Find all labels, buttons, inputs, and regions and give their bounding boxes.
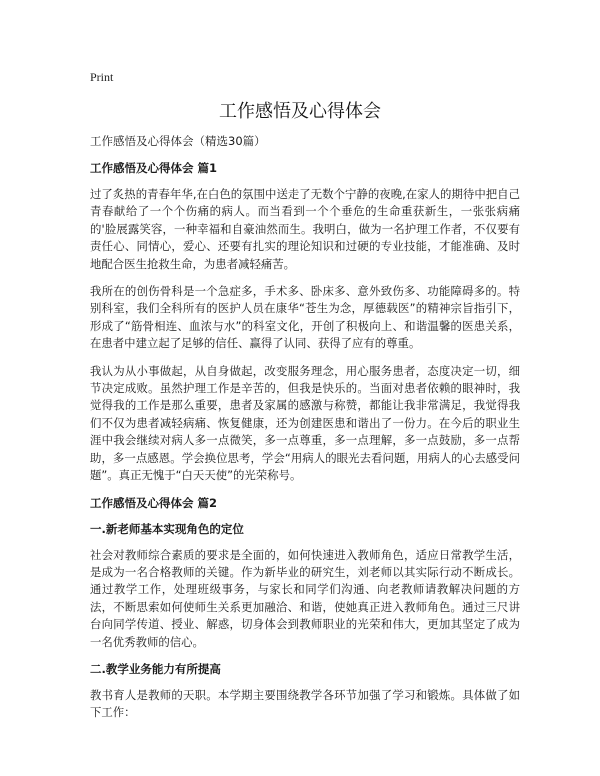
- print-link[interactable]: Print: [90, 70, 114, 84]
- subsection-heading-1: 一.新老师基本实现角色的定位: [90, 521, 244, 536]
- paragraph: 教书育人是教师的天职。本学期主要围绕教学各环节加强了学习和锻炼。具体做了如下工作：: [90, 687, 520, 720]
- subsection-heading-2: 二.教学业务能力有所提高: [90, 661, 221, 676]
- paragraph: 过了炙热的青春年华,在白色的氛围中送走了无数个宁静的夜晚,在家人的期待中把自己青春献给了一个个伤痛的病人。而当看到一个个垂危的生命重获新生，一张张病痛的'脸展露笑容，一种幸福和自豪油然而生。我明白，做为一名护理工作者，不仅要有责任心、同情心，爱心、还要有扎实的理论知识和过硬的专业技能，才能准确、及时地配合医生抢救生命，为患者减轻痛苦。: [90, 187, 520, 271]
- paragraph: 社会对教师综合素质的要求是全面的，如何快速进入教师角色，适应日常教学生活，是成为一名合格教师的关键。作为新毕业的研究生，刘老师以其实际行动不断成长。通过教学工作，处理班级事务，与家长和同学们沟通、向老教师请教解决问题的方法，不断思索如何使师生关系更加融洽、和谐，使她真正进入教师角色。通过三尺讲台向同学传道、授业、解惑，切身体会到教师职业的光荣和伟大，更加其坚定了成为一名优秀教师的信心。: [90, 547, 520, 649]
- document-title: 工作感悟及心得体会: [219, 101, 381, 122]
- section-heading-2: 工作感悟及心得体会 篇2: [90, 495, 218, 510]
- document-subtitle: 工作感悟及心得体会（精选30篇）: [90, 134, 266, 148]
- section-heading-1: 工作感悟及心得体会 篇1: [90, 161, 218, 175]
- paragraph: 我所在的创伤骨科是一个急症多，手术多、卧床多、意外致伤多、功能障碍多的。特别科室，我们全科所有的医护人员在康华“苍生为念，厚德载医”的精神宗旨指引下，形成了“筋骨相连、血浓与水”的科室文化，开创了积极向上、和谐温馨的医患关系，在患者中建立起了足够的信任、赢得了认同、获得了应有的尊重。: [90, 284, 520, 351]
- document-body: [90, 133, 520, 732]
- paragraph: 我认为从小事做起，从自身做起，改变服务理念，用心服务患者，态度决定一切，细节决定成败。虽然护理工作是辛苦的，但我是快乐的。当面对患者依赖的眼神时，我觉得我的工作是那么重要，患者及家属的感激与称赞，都能让我非常满足，我觉得我们不仅为患者减轻病痛、恢复健康，还为创建医患和谐出了一份力。在今后的职业生涯中我会继续对病人多一点微笑，多一点尊重，多一点理解，多一点鼓励，多一点帮助，多一点感恩。学会换位思考，学会“用病人的眼光去看问题，用病人的心去感受问题”。真正无愧于“白天天使”的光荣称号。: [90, 363, 520, 483]
